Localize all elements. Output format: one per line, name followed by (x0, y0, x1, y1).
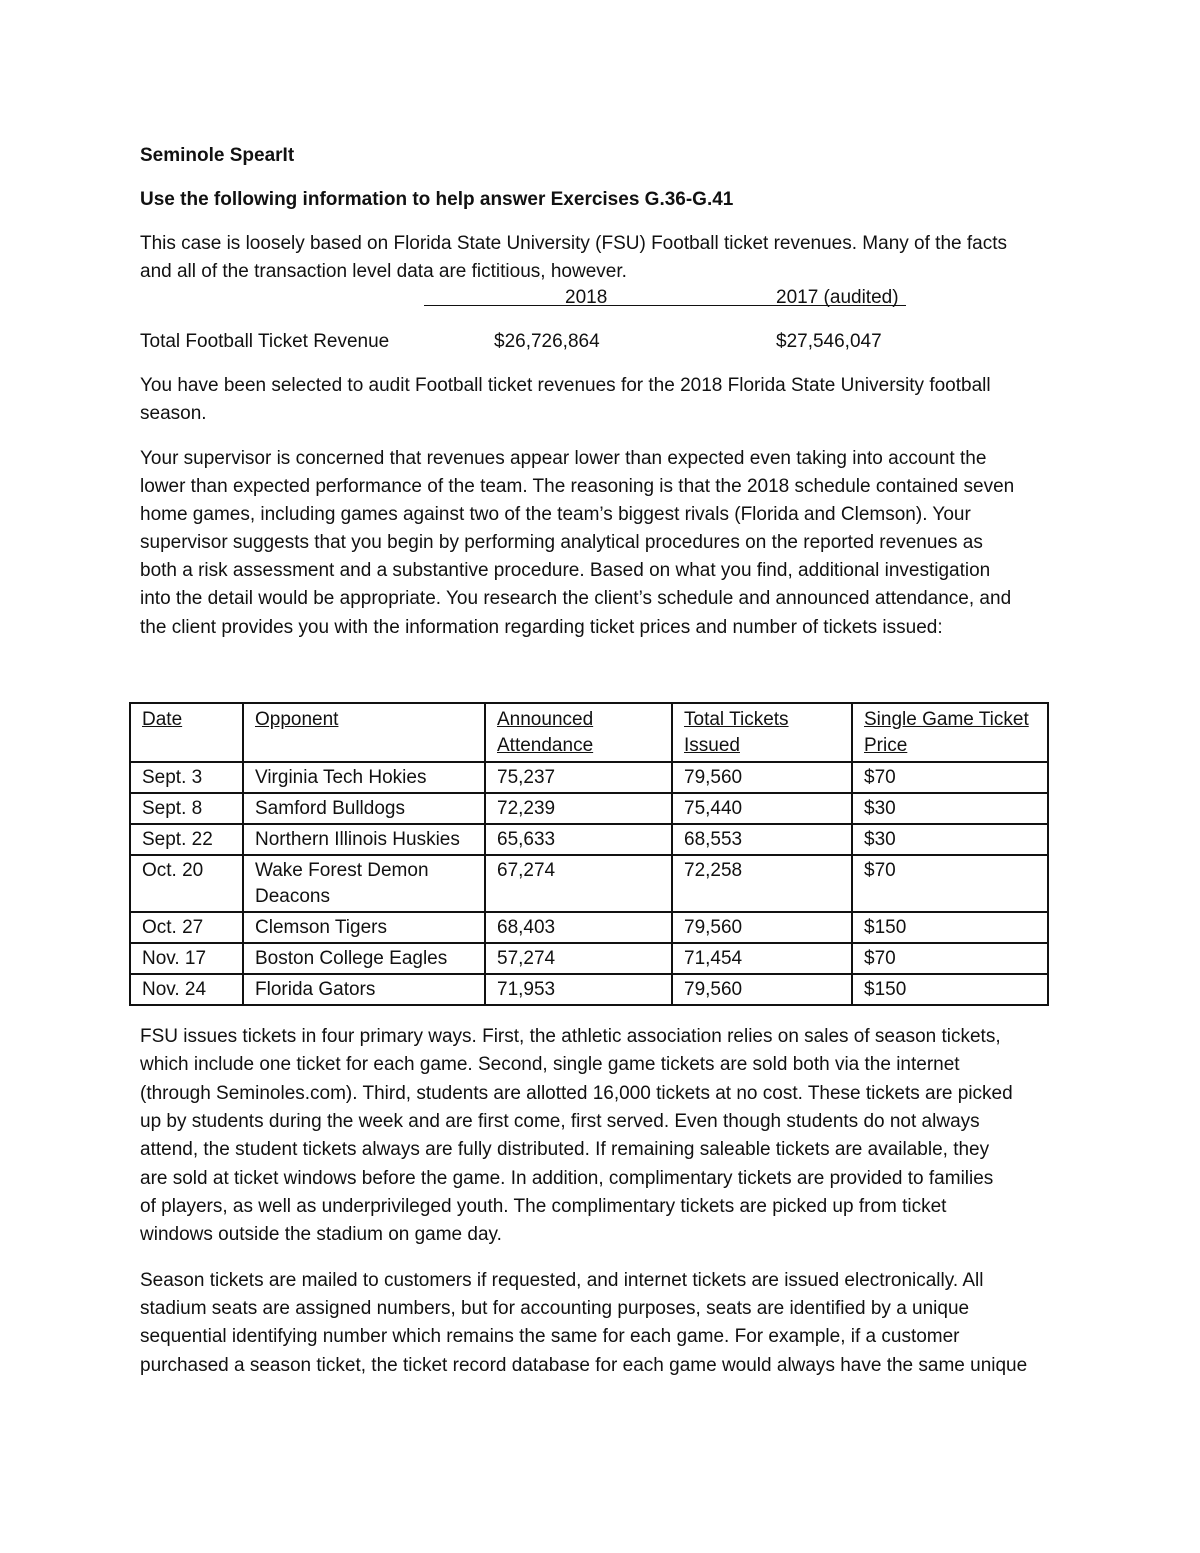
cell-date: Sept. 8 (130, 793, 243, 824)
cell-attendance: 67,274 (485, 855, 672, 912)
table-row (130, 855, 1048, 912)
cell-opponent: Boston College Eagles (243, 943, 485, 974)
cell-date: Nov. 24 (130, 974, 243, 1005)
cell-opponent: Samford Bulldogs (243, 793, 485, 824)
intro-line-2: and all of the transaction level data are fictitious, however. (140, 261, 627, 282)
para3-line-5: attend, the student tickets always are fully distributed. If remaining saleable tickets are available, they (140, 1139, 990, 1160)
para3-line-7: of players, as well as underprivileged youth. The complimentary tickets are picked up from ticket (140, 1196, 947, 1217)
cell-ticket-price: $30 (852, 824, 1048, 855)
header-tickets-issued: Total Tickets Issued (672, 703, 852, 762)
revenue-col-2017: 2017 (audited) (776, 287, 899, 308)
cell-attendance: 65,633 (485, 824, 672, 855)
cell-attendance: 71,953 (485, 974, 672, 1005)
header-date: Date (130, 703, 243, 762)
table-row (130, 943, 1048, 974)
para2-line-1: Your supervisor is concerned that revenues appear lower than expected even taking into account the (140, 448, 987, 469)
cell-tickets-issued: 68,553 (672, 824, 852, 855)
para4-line-2: stadium seats are assigned numbers, but for accounting purposes, seats are identified by a unique (140, 1298, 970, 1319)
para2-line-4: supervisor suggests that you begin by performing analytical procedures on the reported revenues as (140, 532, 983, 553)
cell-ticket-price: $30 (852, 793, 1048, 824)
para3-line-3: (through Seminoles.com). Third, students are allotted 16,000 tickets at no cost. These tickets are picked (140, 1083, 1013, 1104)
table-header-row (130, 703, 1048, 762)
para3-line-1: FSU issues tickets in four primary ways. First, the athletic association relies on sales of season tickets, (140, 1026, 1001, 1047)
cell-tickets-issued: 72,258 (672, 855, 852, 912)
cell-ticket-price: $70 (852, 855, 1048, 912)
table-row (130, 912, 1048, 943)
para1-line-1: You have been selected to audit Football ticket revenues for the 2018 Florida State University football (140, 375, 991, 396)
revenue-value-2017: $27,546,047 (776, 331, 882, 352)
cell-ticket-price: $150 (852, 912, 1048, 943)
schedule-table (129, 702, 1049, 1006)
doc-title: Seminole SpearIt (140, 145, 295, 166)
para2-line-7: the client provides you with the information regarding ticket prices and number of tickets issued: (140, 617, 943, 638)
para2-line-5: both a risk assessment and a substantive procedure. Based on what you find, additional investigation (140, 560, 991, 581)
table-row (130, 762, 1048, 793)
cell-opponent: Clemson Tigers (243, 912, 485, 943)
table-row (130, 793, 1048, 824)
para4-line-1: Season tickets are mailed to customers if requested, and internet tickets are issued electronically. All (140, 1270, 984, 1291)
cell-tickets-issued: 79,560 (672, 974, 852, 1005)
para2-line-6: into the detail would be appropriate. You research the client’s schedule and announced attendance, and (140, 588, 1012, 609)
cell-date: Oct. 27 (130, 912, 243, 943)
cell-attendance: 68,403 (485, 912, 672, 943)
revenue-col-2018: 2018 (565, 287, 608, 308)
revenue-label: Total Football Ticket Revenue (140, 331, 390, 352)
para3-line-4: up by students during the week and are first come, first served. Even though students do not always (140, 1111, 980, 1132)
header-attendance: Announced Attendance (485, 703, 672, 762)
cell-date: Oct. 20 (130, 855, 243, 912)
para3-line-6: are sold at ticket windows before the game. In addition, complimentary tickets are provided to families (140, 1168, 994, 1189)
para3-line-8: windows outside the stadium on game day. (140, 1224, 502, 1245)
cell-tickets-issued: 75,440 (672, 793, 852, 824)
intro-line-1: This case is loosely based on Florida State University (FSU) Football ticket revenues. Many of the facts (140, 233, 1007, 254)
table-row (130, 824, 1048, 855)
cell-tickets-issued: 71,454 (672, 943, 852, 974)
header-ticket-price: Single Game Ticket Price (852, 703, 1048, 762)
cell-opponent: Florida Gators (243, 974, 485, 1005)
para2-line-2: lower than expected performance of the team. The reasoning is that the 2018 schedule contained seven (140, 476, 1015, 497)
doc-subtitle: Use the following information to help answer Exercises G.36-G.41 (140, 189, 734, 210)
revenue-value-2018: $26,726,864 (494, 331, 600, 352)
cell-opponent: Wake Forest Demon Deacons (243, 855, 485, 912)
cell-opponent: Virginia Tech Hokies (243, 762, 485, 793)
cell-attendance: 75,237 (485, 762, 672, 793)
cell-ticket-price: $70 (852, 762, 1048, 793)
para1-line-2: season. (140, 403, 207, 424)
cell-tickets-issued: 79,560 (672, 912, 852, 943)
cell-date: Nov. 17 (130, 943, 243, 974)
para2-line-3: home games, including games against two of the team’s biggest rivals (Florida and Clemson). Your (140, 504, 971, 525)
para4-line-3: sequential identifying number which remains the same for each game. For example, if a customer (140, 1326, 960, 1347)
header-opponent: Opponent (243, 703, 485, 762)
cell-attendance: 72,239 (485, 793, 672, 824)
cell-ticket-price: $70 (852, 943, 1048, 974)
para4-line-4: purchased a season ticket, the ticket record database for each game would always have the same unique (140, 1355, 1028, 1376)
cell-tickets-issued: 79,560 (672, 762, 852, 793)
cell-ticket-price: $150 (852, 974, 1048, 1005)
cell-date: Sept. 3 (130, 762, 243, 793)
cell-opponent: Northern Illinois Huskies (243, 824, 485, 855)
para3-line-2: which include one ticket for each game. Second, single game tickets are sold both via the internet (140, 1054, 960, 1075)
cell-date: Sept. 22 (130, 824, 243, 855)
cell-attendance: 57,274 (485, 943, 672, 974)
table-row (130, 974, 1048, 1005)
